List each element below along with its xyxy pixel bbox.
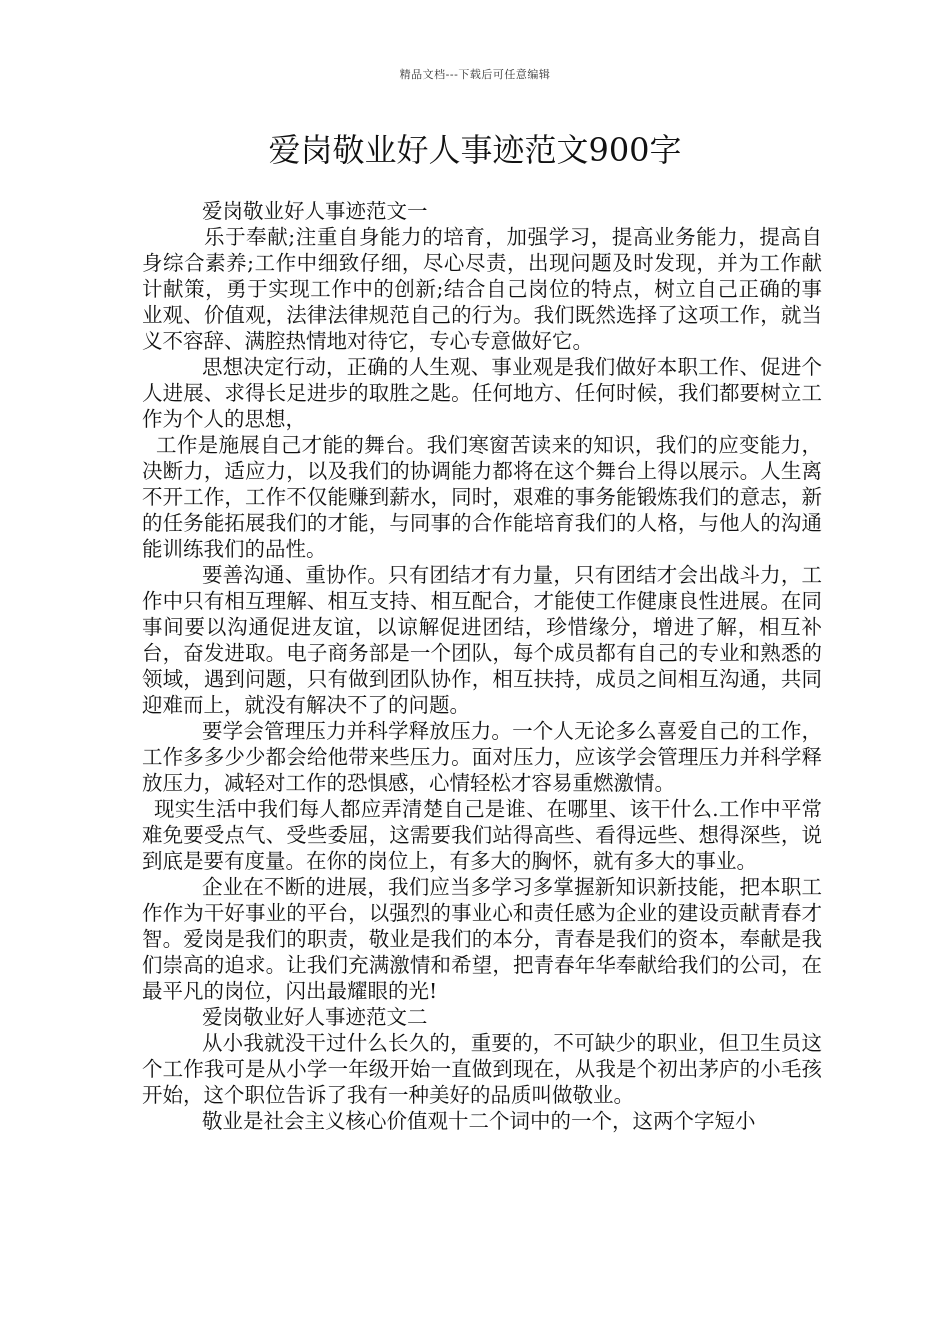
paragraph: 工作是施展自己才能的舞台。我们寒窗苦读来的知识，我们的应变能力，决断力，适应力，以及我们的协调能力都将在这个舞台上得以展示。人生离不开工作，工作不仅能赚到薪水，同时，艰难的事务能锻炼我们的意志，新的任务能拓展我们的才能，与同事的合作能培育我们的人格，与他人的沟通能训练我们的品性。 bbox=[142, 433, 822, 561]
paragraph: 乐于奉献;注重自身能力的培育，加强学习，提高业务能力，提高自身综合素养;工作中细致仔细，尽心尽责，出现问题及时发现，并为工作献计献策，勇于实现工作中的创新;结合自己岗位的特点，树立自己正确的事业观、价值观，法律法律规范自己的行为。我们既然选择了这项工作，就当义不容辞、满腔热情地对待它，专心专意做好它。 bbox=[142, 225, 822, 353]
paragraph: 要学会管理压力并科学释放压力。一个人无论多么喜爱自己的工作，工作多多少少都会给他带来些压力。面对压力，应该学会管理压力并科学释放压力，减轻对工作的恐惧感，心情轻松才容易重燃激情。 bbox=[142, 719, 822, 795]
paragraph: 企业在不断的进展，我们应当多学习多掌握新知识新技能，把本职工作作为干好事业的平台，以强烈的事业心和责任感为企业的建设贡献青春才智。爱岗是我们的职责，敬业是我们的本分，青春是我们的资本，奉献是我们崇高的追求。让我们充满激情和希望，把青春年华奉献给我们的公司，在最平凡的岗位，闪出最耀眼的光! bbox=[142, 875, 822, 1003]
paragraph: 爱岗敬业好人事迹范文一 bbox=[202, 199, 428, 223]
document-title: 爱岗敬业好人事迹范文900字 bbox=[268, 131, 682, 169]
paragraph: 要善沟通、重协作。只有团结才有力量，只有团结才会出战斗力，工作中只有相互理解、相互支持、相互配合，才能使工作健康良性进展。在同事间要以沟通促进友谊，以谅解促进团结，珍惜缘分，增进了解，相互补台，奋发进取。电子商务部是一个团队，每个成员都有自己的专业和熟悉的领域，遇到问题，只有做到团队协作，相互扶持，成员之间相互沟通，共同迎难而上，就没有解决不了的问题。 bbox=[142, 563, 822, 717]
header-note: 精品文档---下载后可任意编辑 bbox=[399, 68, 551, 81]
paragraph: 思想决定行动，正确的人生观、事业观是我们做好本职工作、促进个人进展、求得长足进步的取胜之匙。任何地方、任何时候，我们都要树立工作为个人的思想， bbox=[142, 355, 822, 431]
document-body bbox=[142, 198, 822, 1134]
section-heading: 爱岗敬业好人事迹范文二 bbox=[202, 1005, 428, 1029]
paragraph: 现实生活中我们每人都应弄清楚自己是谁、在哪里、该干什么.工作中平常难免要受点气、受些委屈，这需要我们站得高些、看得远些、想得深些，说到底是要有度量。在你的岗位上，有多大的胸怀，就有多大的事业。 bbox=[142, 797, 822, 873]
paragraph: 从小我就没干过什么长久的，重要的，不可缺少的职业，但卫生员这个工作我可是从小学一年级开始一直做到现在，从我是个初出茅庐的小毛孩开始，这个职位告诉了我有一种美好的品质叫做敬业。 bbox=[142, 1031, 822, 1107]
paragraph: 敬业是社会主义核心价值观十二个词中的一个，这两个字短小 bbox=[202, 1109, 756, 1133]
